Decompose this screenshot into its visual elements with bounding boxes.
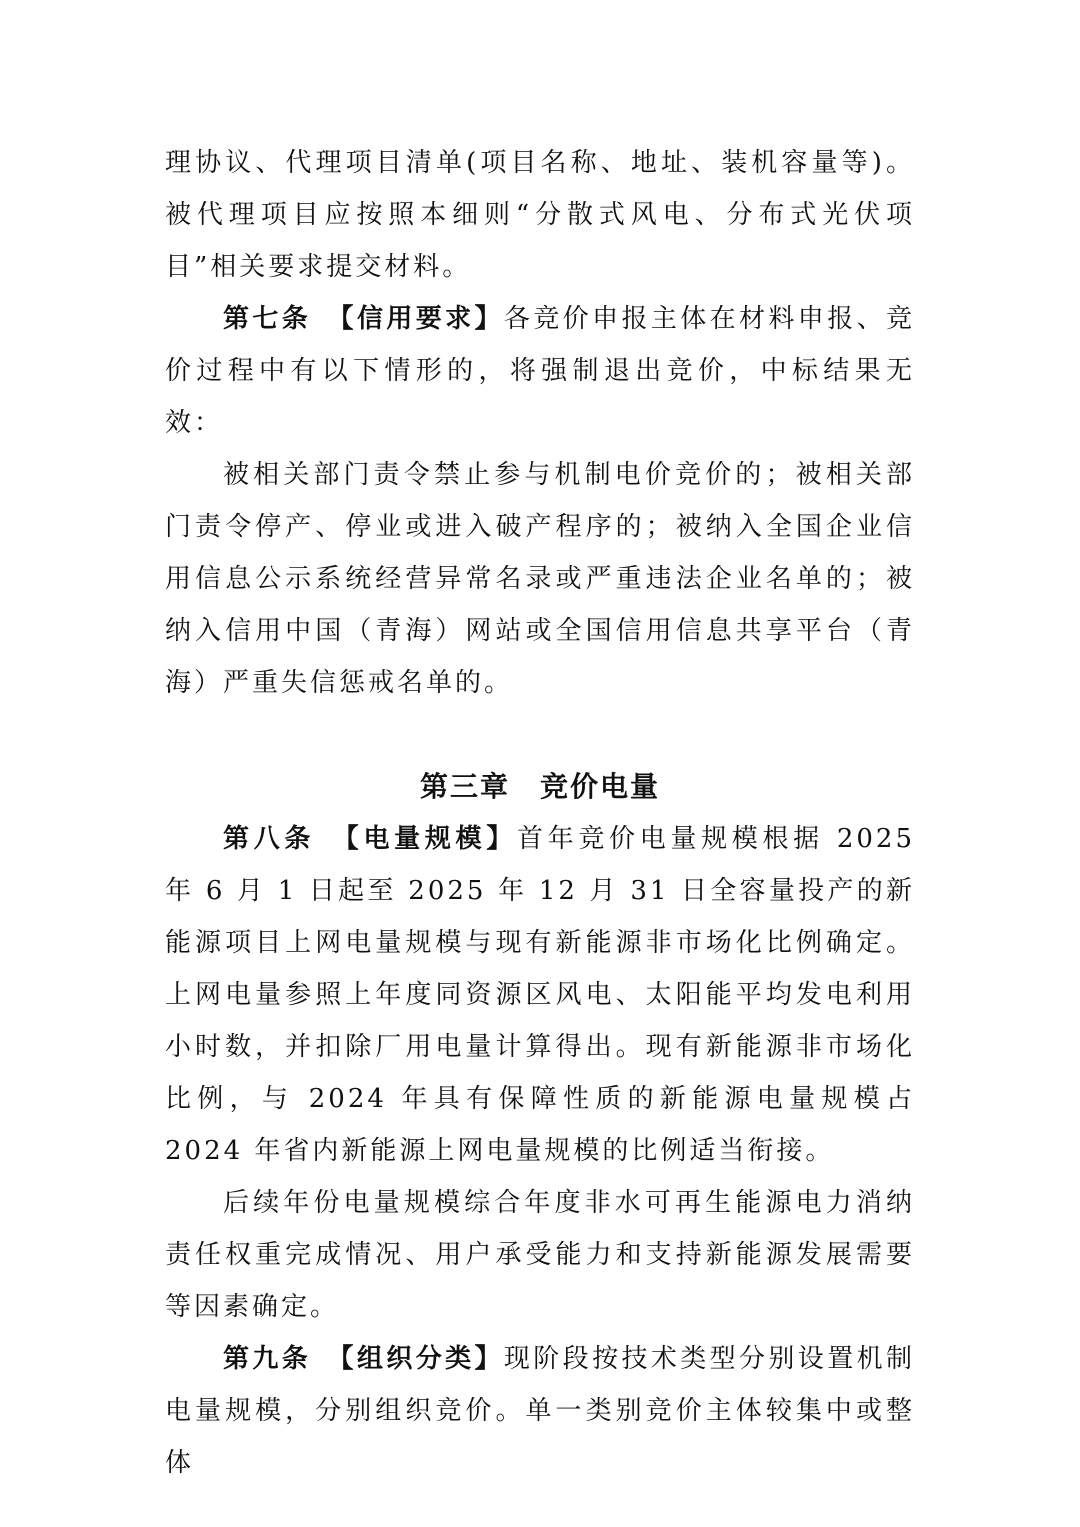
article-8-label: 第八条 【电量规模】 [223, 824, 517, 854]
chapter-title: 竞价电量 [540, 770, 661, 803]
spacer [165, 709, 915, 761]
paragraph-agency-materials: 理协议、代理项目清单(项目名称、地址、装机容量等)。被代理项目应按照本细则“分散式风电、分布式光伏项目”相关要求提交材料。 [165, 148, 915, 282]
chapter-number: 第三章 [419, 770, 510, 803]
paragraph-credit-cases: 被相关部门责令禁止参与机制电价竞价的；被相关部门责令停产、停业或进入破产程序的；被纳入全国企业信用信息公示系统经营异常名录或严重违法企业名单的；被纳入信用中国（青海）网站或全国信用信息共享平台（青海）严重失信惩戒名单的。 [165, 460, 915, 698]
paragraph-subsequent-years: 后续年份电量规模综合年度非水可再生能源电力消纳责任权重完成情况、用户承受能力和支持新能源发展需要等因素确定。 [165, 1188, 915, 1322]
article-7 [165, 293, 915, 449]
article-9-label: 第九条 【组织分类】 [223, 1344, 504, 1374]
article-9-text: 现阶段按技术类型分别设置机制电量规模，分别组织竞价。单一类别竞价主体较集中或整体 [165, 1344, 915, 1478]
document-page [165, 137, 915, 1489]
article-7-text: 各竞价申报主体在材料申报、竞价过程中有以下情形的，将强制退出竞价，中标结果无效： [165, 304, 915, 438]
article-8-text: 首年竞价电量规模根据 2025 年 6 月 1 日起至 2025 年 12 月 31 日全容量投产的新能源项目上网电量规模与现有新能源非市场化比例确定。上网电量参照上年度同资源区风电、太阳能平均发电利用小时数，并扣除厂用电量计算得出。现有新能源非市场化比例，与 2024 年具有保障性质的新能源电量规模占 2024 年省内新能源上网电量规模的比例适当衔接。 [165, 824, 915, 1166]
article-9 [165, 1333, 915, 1489]
article-8 [165, 813, 915, 1177]
article-7-label: 第七条 【信用要求】 [223, 304, 504, 334]
chapter-heading [165, 761, 915, 813]
